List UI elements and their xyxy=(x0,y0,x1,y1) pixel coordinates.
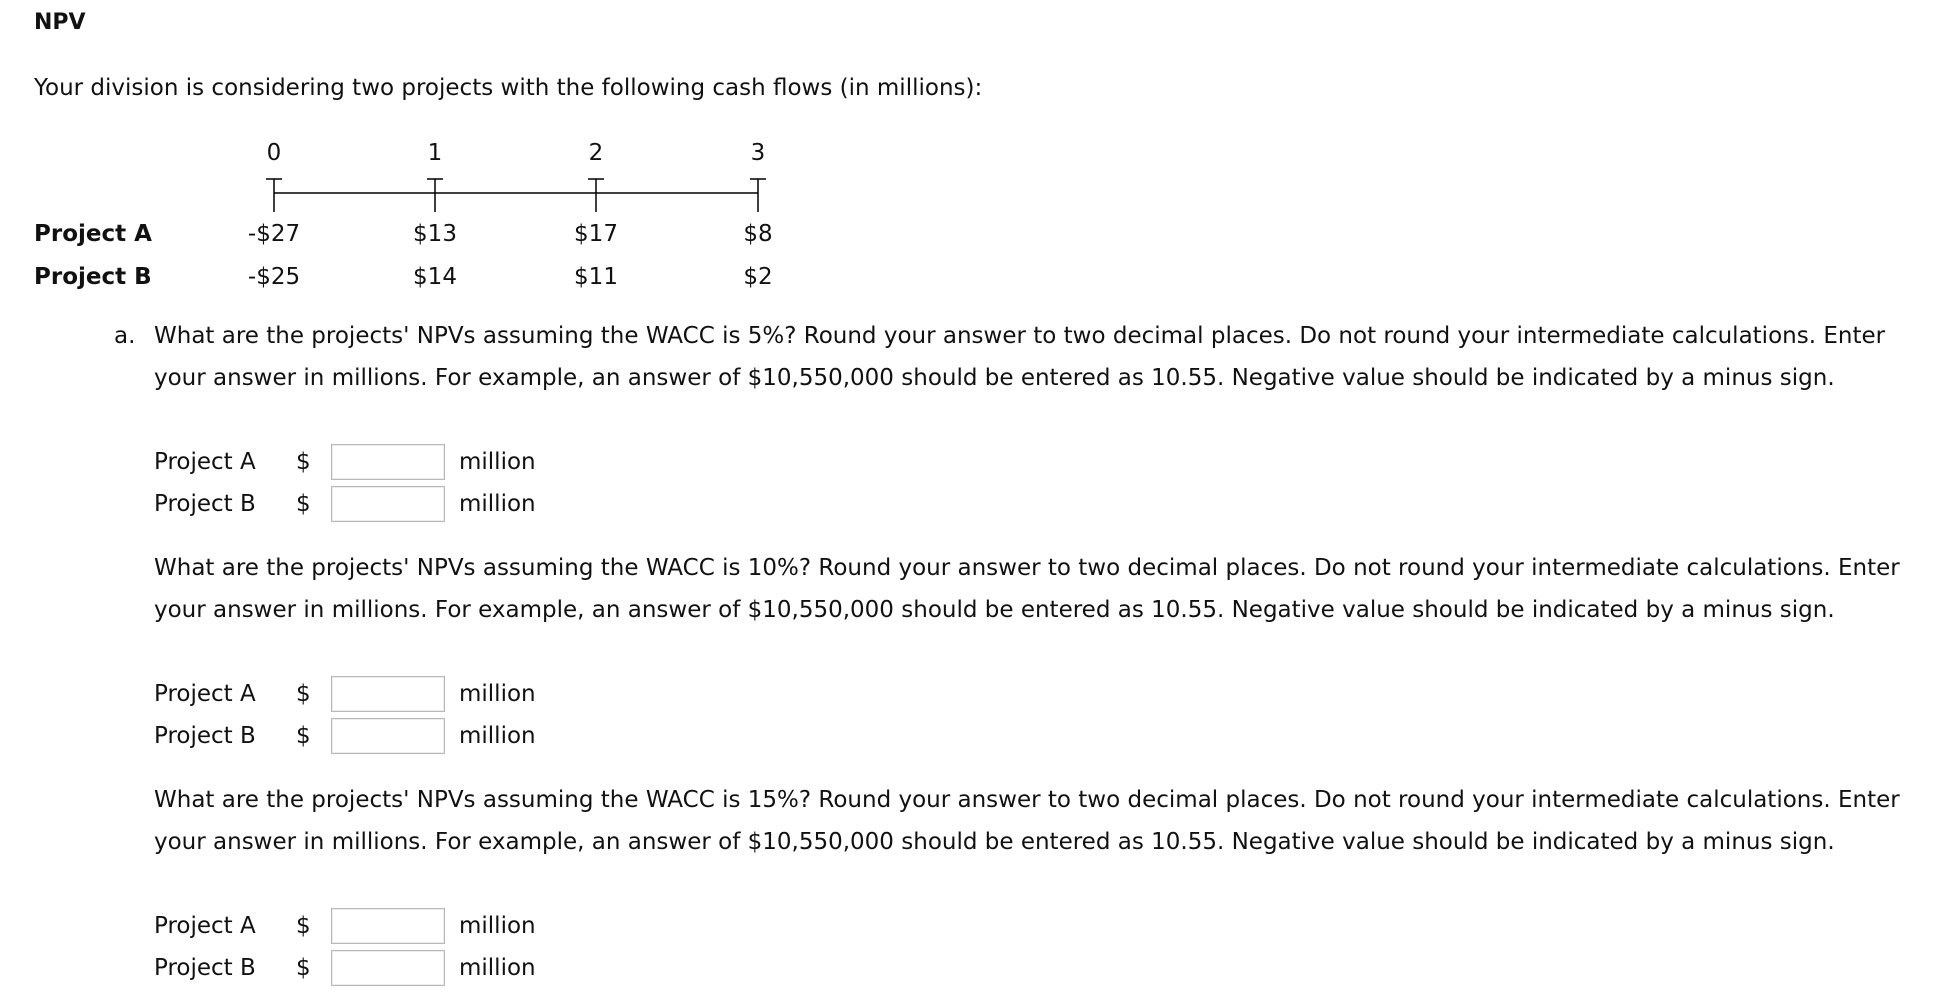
currency-symbol: $ xyxy=(296,913,311,939)
question-marker: a. xyxy=(114,323,136,349)
currency-symbol: $ xyxy=(296,955,311,981)
timeline-axis xyxy=(0,0,1946,300)
project-a-cf-0: -$27 xyxy=(247,221,301,247)
question-wacc-5 xyxy=(114,315,1944,399)
answer-label: Project A xyxy=(154,449,256,475)
question-text: What are the projects' NPVs assuming the WACC is 10%? Round your answer to two decimal places. Do not round your intermediate calculations. Enter your answer in millions. For example, an answer of $10,550,000 should be entered as 10.55. Negative value should be indicated by a minus sign. xyxy=(154,555,1900,623)
currency-symbol: $ xyxy=(296,681,311,707)
currency-symbol: $ xyxy=(296,449,311,475)
unit-label: million xyxy=(459,913,536,939)
npv-15-project-b-input[interactable] xyxy=(331,950,445,986)
unit-label: million xyxy=(459,449,536,475)
cash-flow-timeline xyxy=(0,0,1946,300)
unit-label: million xyxy=(459,681,536,707)
project-b-cf-3: $2 xyxy=(743,264,773,290)
npv-5-project-b-input[interactable] xyxy=(331,486,445,522)
question-text: What are the projects' NPVs assuming the WACC is 15%? Round your answer to two decimal places. Do not round your intermediate calculations. Enter your answer in millions. For example, an answer of $10,550,000 should be entered as 10.55. Negative value should be indicated by a minus sign. xyxy=(154,787,1900,855)
project-b-cf-0: -$25 xyxy=(247,264,301,290)
project-a-cf-2: $17 xyxy=(574,221,618,247)
currency-symbol: $ xyxy=(296,491,311,517)
answer-label: Project A xyxy=(154,913,256,939)
answer-label: Project A xyxy=(154,681,256,707)
question-text: What are the projects' NPVs assuming the WACC is 5%? Round your answer to two decimal places. Do not round your intermediate calculations. Enter your answer in millions. For example, an answer of $10,550,000 should be entered as 10.55. Negative value should be indicated by a minus sign. xyxy=(154,323,1886,391)
page-title: NPV xyxy=(34,10,86,35)
currency-symbol: $ xyxy=(296,723,311,749)
npv-5-project-a-input[interactable] xyxy=(331,444,445,480)
npv-10-project-b-input[interactable] xyxy=(331,718,445,754)
unit-label: million xyxy=(459,955,536,981)
intro-text: Your division is considering two projects with the following cash flows (in millions): xyxy=(34,75,983,101)
question-wacc-15 xyxy=(154,779,1944,863)
answer-label: Project B xyxy=(154,491,256,517)
unit-label: million xyxy=(459,723,536,749)
project-b-cf-2: $11 xyxy=(574,264,618,290)
period-3-label: 3 xyxy=(750,140,766,166)
answer-label: Project B xyxy=(154,955,256,981)
period-1-label: 1 xyxy=(427,140,443,166)
answer-label: Project B xyxy=(154,723,256,749)
unit-label: million xyxy=(459,491,536,517)
period-2-label: 2 xyxy=(588,140,604,166)
project-a-label: Project A xyxy=(34,221,152,247)
project-a-cf-1: $13 xyxy=(413,221,457,247)
npv-10-project-a-input[interactable] xyxy=(331,676,445,712)
project-b-cf-1: $14 xyxy=(413,264,457,290)
npv-15-project-a-input[interactable] xyxy=(331,908,445,944)
project-b-label: Project B xyxy=(34,264,152,290)
project-a-cf-3: $8 xyxy=(743,221,773,247)
period-0-label: 0 xyxy=(266,140,282,166)
question-wacc-10 xyxy=(154,547,1944,631)
